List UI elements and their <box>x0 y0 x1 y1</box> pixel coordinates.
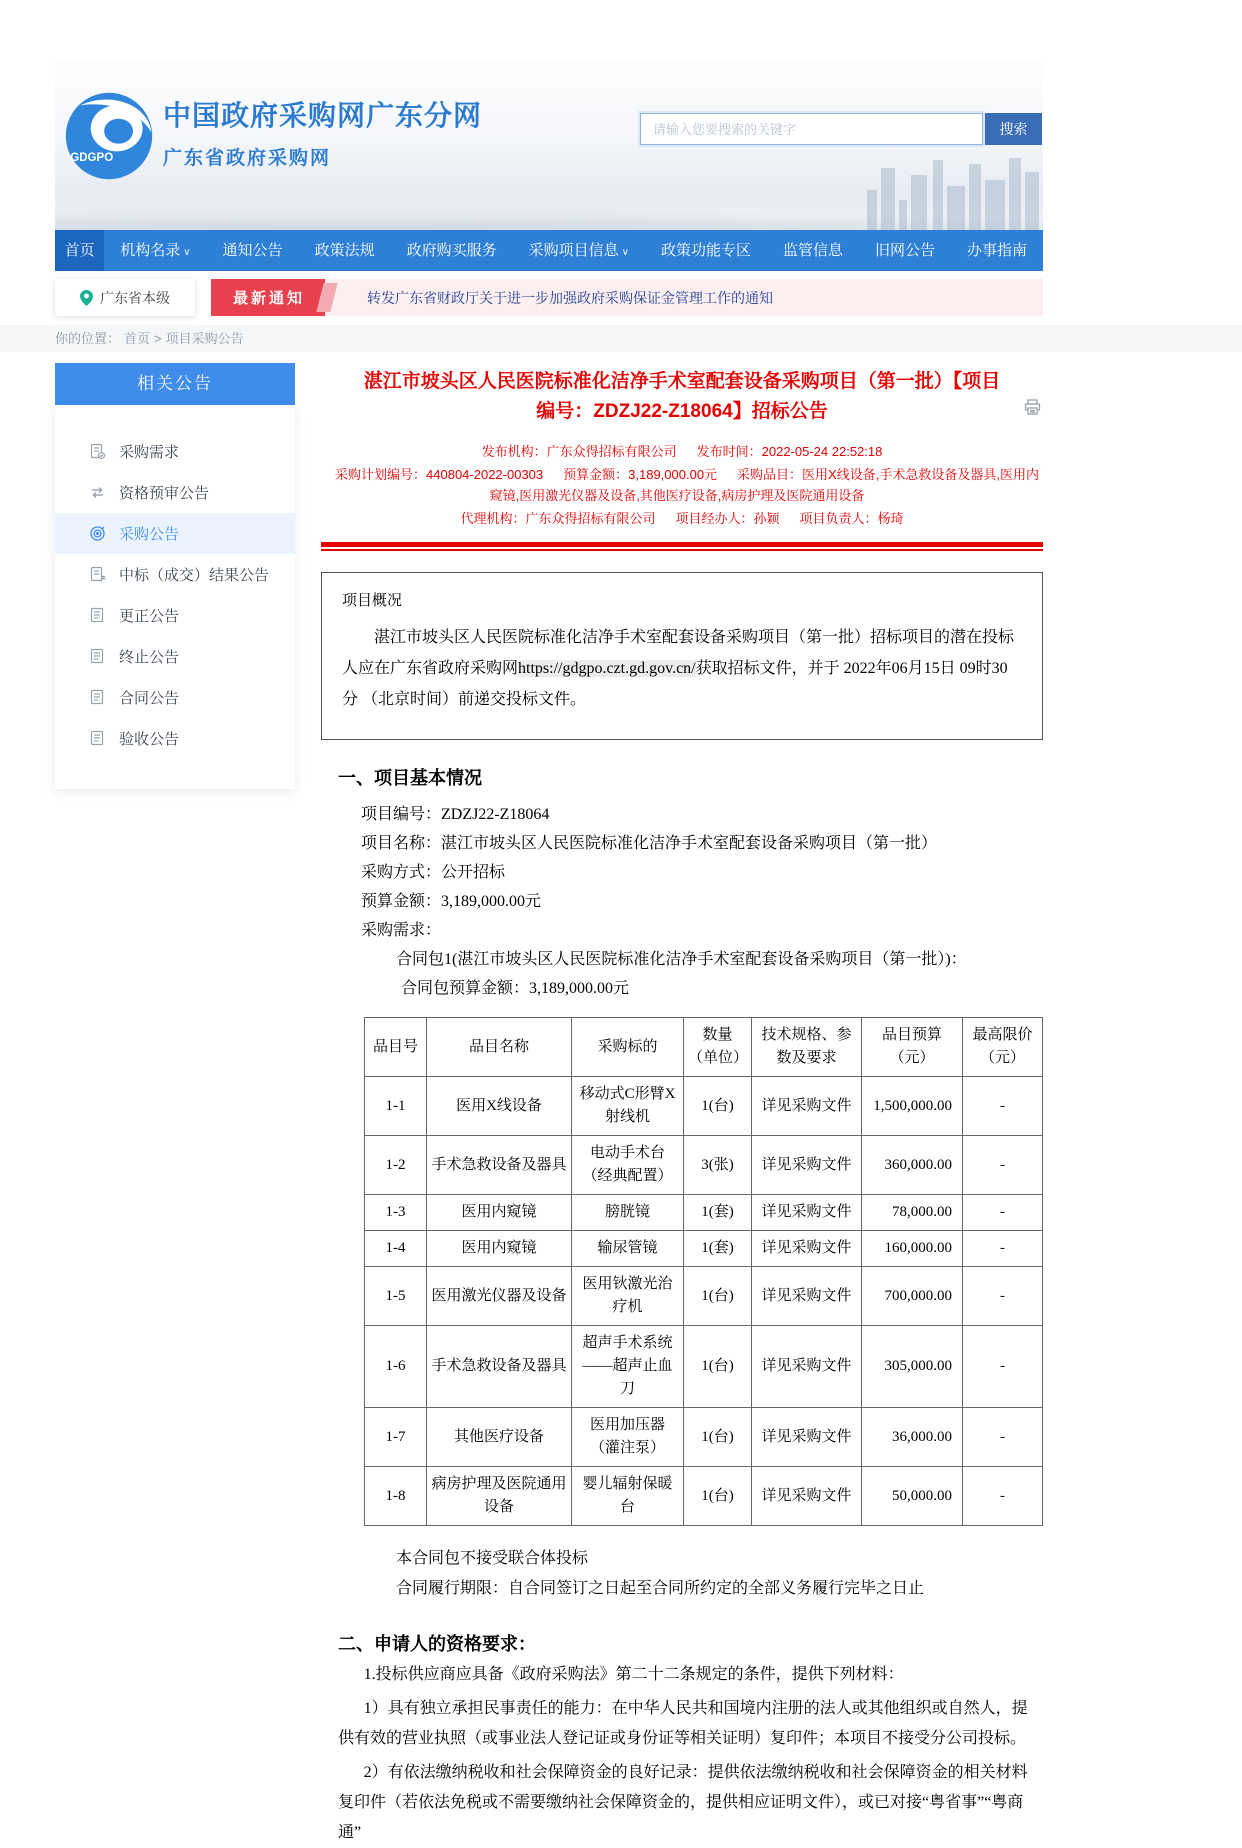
table-header-cell: 品目预算（元） <box>862 1018 963 1077</box>
table-row <box>365 1077 1043 1136</box>
table-cell: 50,000.00 <box>862 1467 963 1526</box>
table-cell: 医用内窥镜 <box>427 1195 572 1231</box>
sidebar-menu <box>55 405 295 789</box>
main-navigation <box>55 230 1043 271</box>
field-line-1: 项目名称：湛江市坡头区人民医院标准化洁净手术室配套设备采购项目（第一批） <box>361 835 938 852</box>
breadcrumb-prefix: 你的位置： <box>55 331 121 346</box>
target-icon <box>89 525 106 542</box>
sidebar-item-label: 验收公告 <box>119 731 180 748</box>
section1-heading: 一、项目基本情况 <box>338 768 482 788</box>
document-lines-icon <box>89 730 106 747</box>
overview-text-before: 湛江市坡头区人民医院标准化洁净手术室配套设备采购项目（第一批）招标项目的潜在投标人应在广东省政府采购网 <box>342 629 1015 677</box>
meta-pair: 预算金额：3,189,000.00元 <box>563 467 718 482</box>
field-line-2: 采购方式：公开招标 <box>361 864 506 881</box>
note-line-0: 本合同包不接受联合体投标 <box>396 1550 589 1567</box>
field-line-5: 合同包1(湛江市坡头区人民医院标准化洁净手术室配套设备采购项目（第一批）)： <box>396 951 967 968</box>
table-header-cell: 品目号 <box>365 1018 427 1077</box>
table-cell: 详见采购文件 <box>752 1326 862 1408</box>
table-row <box>365 1326 1043 1408</box>
table-row <box>365 1267 1043 1326</box>
procurement-site-link[interactable]: https://gdgpo.czt.gd.gov.cn/ <box>518 660 696 677</box>
meta-pair: 项目经办人：孙颖 <box>675 511 780 526</box>
sidebar-item-label: 更正公告 <box>119 608 180 625</box>
region-label: 广东省本级 <box>100 289 170 306</box>
table-cell: 1(台) <box>684 1077 752 1136</box>
notice-link[interactable]: 转发广东省财政厅关于进一步加强政府采购保证金管理工作的通知 <box>367 289 774 306</box>
table-cell: 78,000.00 <box>862 1195 963 1231</box>
nav-item-4[interactable]: 政府购买服务 <box>406 242 497 259</box>
nav-item-9[interactable]: 办事指南 <box>966 242 1027 259</box>
table-row <box>365 1195 1043 1231</box>
project-overview-box <box>321 572 1043 740</box>
document-badge-icon <box>89 443 106 460</box>
nav-item-6[interactable]: 政策功能专区 <box>660 242 751 259</box>
breadcrumb-home-link[interactable]: 首页 <box>124 331 151 346</box>
table-cell: - <box>963 1195 1043 1231</box>
table-row <box>365 1408 1043 1467</box>
meta-pair: 项目负责人：杨琦 <box>799 511 904 526</box>
meta-pair: 代理机构：广东众得招标有限公司 <box>460 511 656 526</box>
field-line-0: 项目编号：ZDZJ22-Z18064 <box>361 806 550 823</box>
project-fields <box>321 800 1043 1003</box>
table-cell: 医用钬激光治疗机 <box>572 1267 684 1326</box>
table-cell: - <box>963 1231 1043 1267</box>
field-line-3: 预算金额：3,189,000.00元 <box>361 893 542 910</box>
table-cell: - <box>963 1077 1043 1136</box>
sidebar-item-0[interactable] <box>55 431 295 472</box>
table-cell: 移动式C形臂X射线机 <box>572 1077 684 1136</box>
site-brand <box>163 94 482 170</box>
table-cell: 1,500,000.00 <box>862 1077 963 1136</box>
sidebar-item-label: 终止公告 <box>119 649 180 666</box>
announcement-meta <box>321 441 1043 529</box>
meta-pair: 采购计划编号：440804-2022-00303 <box>335 467 544 482</box>
table-cell: 1-1 <box>365 1077 427 1136</box>
logo-text: GDGPO <box>70 151 114 164</box>
chevron-down-icon: ∨ <box>183 247 191 258</box>
meta-line-0 <box>321 441 1043 462</box>
table-header-cell: 最高限价（元） <box>963 1018 1043 1077</box>
table-cell: 1-7 <box>365 1408 427 1467</box>
contract-notes <box>321 1544 1043 1604</box>
nav-item-5[interactable]: 采购项目信息 ∨ <box>528 242 629 259</box>
table-row <box>365 1467 1043 1526</box>
table-cell: 电动手术台（经典配置） <box>572 1136 684 1195</box>
sidebar-item-7[interactable] <box>55 718 295 759</box>
qualification-paragraph-1: 1）具有独立承担民事责任的能力：在中华人民共和国境内注册的法人或其他组织或自然人，提供有效的营业执照（或事业法人登记证或身份证等相关证明）复印件；本项目不接受分公司投标。 <box>338 1700 1028 1747</box>
table-header-cell: 采购标的 <box>572 1018 684 1077</box>
table-cell: 医用内窥镜 <box>427 1231 572 1267</box>
nav-item-3[interactable]: 政策法规 <box>314 242 375 259</box>
qualification-paragraph-0: 1.投标供应商应具备《政府采购法》第二十二条规定的条件，提供下列材料： <box>363 1666 904 1683</box>
announcement-title: 湛江市坡头区人民医院标准化洁净手术室配套设备采购项目（第一批）【项目编号：ZDZJ22-Z18064】招标公告 <box>363 371 1001 422</box>
notice-bar <box>55 279 1043 316</box>
table-cell: 超声手术系统——超声止血刀 <box>572 1326 684 1408</box>
table-header-cell: 技术规格、参数及要求 <box>752 1018 862 1077</box>
nav-item-1[interactable]: 机构名录 ∨ <box>120 242 191 259</box>
meta-pair: 发布机构：广东众得招标有限公司 <box>481 444 677 459</box>
nav-item-7[interactable]: 监管信息 <box>782 242 843 259</box>
meta-pair: 采购品目：医用X线设备,手术急救设备及器具,医用内窥镜,医用激光仪器及设备,其他医疗设备,病房护理及医院通用设备 <box>489 467 1039 503</box>
table-cell: 3(张) <box>684 1136 752 1195</box>
table-cell: 1(台) <box>684 1408 752 1467</box>
nav-item-0[interactable]: 首页 <box>55 230 104 271</box>
sidebar-item-6[interactable] <box>55 677 295 718</box>
table-cell: 1(台) <box>684 1267 752 1326</box>
region-selector[interactable] <box>55 279 195 316</box>
table-cell: 1-4 <box>365 1231 427 1267</box>
note-line-1: 合同履行期限：自合同签订之日起至合同所约定的全部义务履行完毕之日止 <box>396 1580 925 1597</box>
location-pin-icon <box>80 290 93 306</box>
table-row <box>365 1231 1043 1267</box>
section2-heading: 二、申请人的资格要求： <box>338 1634 536 1654</box>
sidebar-item-label: 采购公告 <box>119 526 180 543</box>
related-announcements-sidebar <box>55 363 295 789</box>
announcement-article <box>321 363 1043 1848</box>
table-header-cell: 数量（单位） <box>684 1018 752 1077</box>
search-input[interactable] <box>640 113 983 145</box>
table-cell: 700,000.00 <box>862 1267 963 1326</box>
chevron-down-icon: ∨ <box>621 247 629 258</box>
sidebar-item-3[interactable] <box>55 554 295 595</box>
table-cell: - <box>963 1408 1043 1467</box>
red-divider <box>321 542 1043 551</box>
table-cell: - <box>963 1467 1043 1526</box>
gdgpo-logo <box>61 88 157 184</box>
table-cell: - <box>963 1326 1043 1408</box>
table-cell: 详见采购文件 <box>752 1467 862 1526</box>
site-subtitle: 广东省政府采购网 <box>163 148 332 169</box>
table-cell: 详见采购文件 <box>752 1267 862 1326</box>
table-cell: 婴儿辐射保暖台 <box>572 1467 684 1526</box>
breadcrumb <box>55 325 1043 352</box>
breadcrumb-current: 项目采购公告 <box>165 331 244 346</box>
table-cell: 详见采购文件 <box>752 1077 862 1136</box>
table-cell: 手术急救设备及器具 <box>427 1326 572 1408</box>
sidebar-item-1[interactable] <box>55 472 295 513</box>
site-header <box>55 60 1043 230</box>
table-cell: 医用加压器（灌注泵） <box>572 1408 684 1467</box>
table-cell: - <box>963 1267 1043 1326</box>
breadcrumb-band <box>0 325 1242 352</box>
table-cell: 详见采购文件 <box>752 1136 862 1195</box>
site-title: 中国政府采购网广东分网 <box>163 100 483 131</box>
table-cell: 输尿管镜 <box>572 1231 684 1267</box>
table-cell: 36,000.00 <box>862 1408 963 1467</box>
overview-text-after: 获取招标文件，并于 2022年06月15日 09时30分 （北京时间）前递交投标文件。 <box>342 660 1008 708</box>
nav-item-2[interactable]: 通知公告 <box>222 242 283 259</box>
table-cell: 手术急救设备及器具 <box>427 1136 572 1195</box>
meta-line-2 <box>321 508 1043 529</box>
table-cell: 305,000.00 <box>862 1326 963 1408</box>
table-cell: 1(台) <box>684 1326 752 1408</box>
meta-line-1 <box>321 464 1043 506</box>
sidebar-item-label: 中标（成交）结果公告 <box>119 567 270 584</box>
search-button[interactable]: 搜索 <box>985 113 1042 145</box>
printer-icon[interactable] <box>1024 399 1041 415</box>
table-row <box>365 1136 1043 1195</box>
table-cell: 详见采购文件 <box>752 1408 862 1467</box>
sidebar-item-label: 采购需求 <box>119 444 180 461</box>
table-cell: 1(台) <box>684 1467 752 1526</box>
table-cell: 医用激光仪器及设备 <box>427 1267 572 1326</box>
table-cell: 1(套) <box>684 1231 752 1267</box>
search-box <box>640 113 1042 145</box>
sidebar-item-2[interactable] <box>55 513 295 554</box>
document-lines-icon <box>89 607 106 624</box>
table-cell: 详见采购文件 <box>752 1231 862 1267</box>
city-skyline-decoration <box>863 155 1043 230</box>
table-cell: 1-5 <box>365 1267 427 1326</box>
table-cell: 1(套) <box>684 1195 752 1231</box>
procurement-items-table <box>364 1017 1043 1526</box>
overview-heading: 项目概况 <box>342 593 403 609</box>
sidebar-item-4[interactable] <box>55 595 295 636</box>
document-lines-icon <box>89 648 106 665</box>
table-cell: 1-8 <box>365 1467 427 1526</box>
table-cell: 160,000.00 <box>862 1231 963 1267</box>
table-header-cell: 品目名称 <box>427 1018 572 1077</box>
sidebar-item-5[interactable] <box>55 636 295 677</box>
field-line-6: 合同包预算金额：3,189,000.00元 <box>401 980 630 997</box>
table-cell: 病房护理及医院通用设备 <box>427 1467 572 1526</box>
qualification-paragraph-2: 2）有依法缴纳税收和社会保障资金的良好记录：提供依法缴纳税收和社会保障资金的相关材料复印件（若依法免税或不需要缴纳社会保障资金的，提供相应证明文件），或已对接“粤省事”“粤商通” <box>338 1764 1028 1841</box>
breadcrumb-separator: > <box>154 331 162 346</box>
field-line-4: 采购需求： <box>361 922 442 939</box>
sidebar-item-label: 合同公告 <box>119 690 180 707</box>
sidebar-item-label: 资格预审公告 <box>119 485 210 502</box>
sidebar-title: 相关公告 <box>55 363 295 405</box>
table-cell: 膀胱镜 <box>572 1195 684 1231</box>
top-margin <box>0 0 1242 60</box>
overview-text <box>342 622 1022 715</box>
sync-arrows-icon <box>89 484 106 501</box>
notice-strip <box>211 279 1043 316</box>
table-cell: 其他医疗设备 <box>427 1408 572 1467</box>
latest-notice-badge: 最新通知 <box>211 279 325 316</box>
table-cell: 详见采购文件 <box>752 1195 862 1231</box>
meta-pair: 发布时间：2022-05-24 22:52:18 <box>696 444 883 459</box>
document-lines-icon <box>89 689 106 706</box>
table-cell: 360,000.00 <box>862 1136 963 1195</box>
table-cell: 1-2 <box>365 1136 427 1195</box>
qualification-paragraphs <box>321 1660 1043 1848</box>
table-cell: 1-3 <box>365 1195 427 1231</box>
nav-item-8[interactable]: 旧网公告 <box>874 242 935 259</box>
table-cell: 1-6 <box>365 1326 427 1408</box>
table-cell: 医用X线设备 <box>427 1077 572 1136</box>
document-flag-icon <box>89 566 106 583</box>
table-cell: - <box>963 1136 1043 1195</box>
